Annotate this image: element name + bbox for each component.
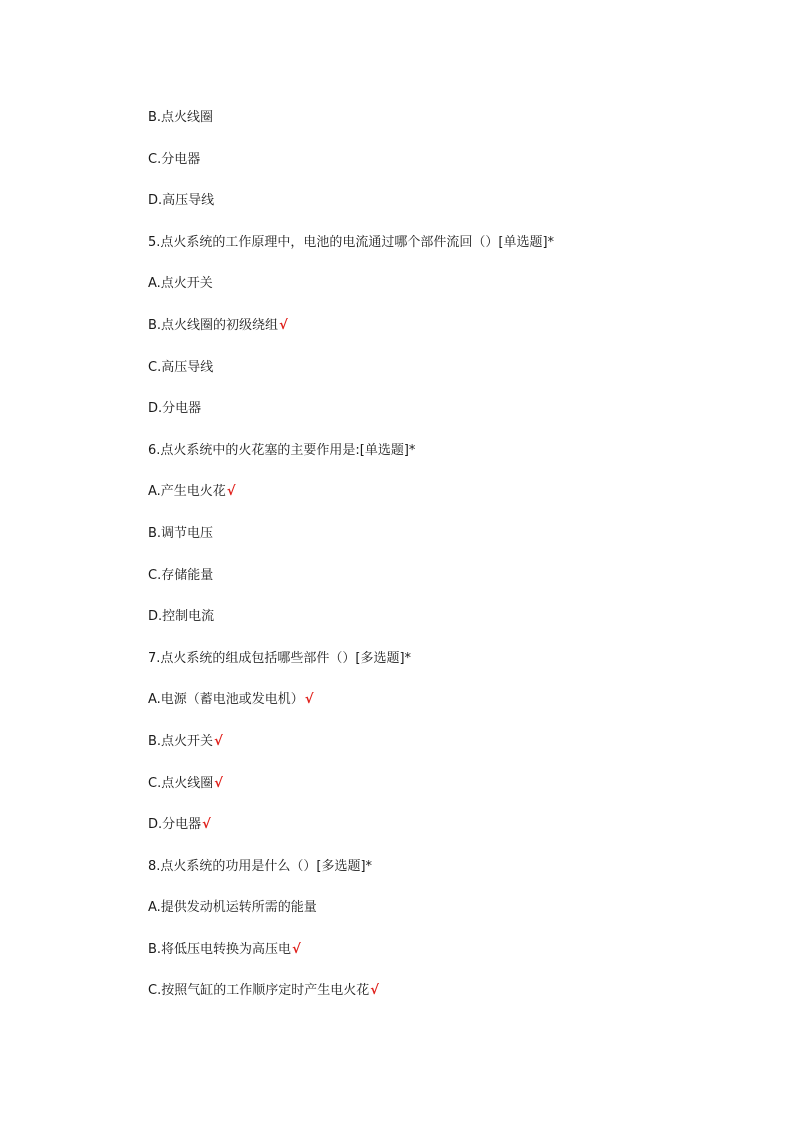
answer-option xyxy=(148,774,748,816)
correct-check-icon: √ xyxy=(292,941,301,957)
option-label: D.分电器 xyxy=(148,401,202,417)
option-label: B.点火线圈的初级绕组 xyxy=(148,317,279,333)
answer-option xyxy=(148,274,748,316)
correct-check-icon: √ xyxy=(279,317,288,333)
option-label: B.点火线圈 xyxy=(148,110,214,125)
answer-option xyxy=(148,399,748,441)
question-label: 8.点火系统的功用是什么（）[多选题]* xyxy=(148,858,373,874)
answer-option xyxy=(148,815,748,857)
answer-option xyxy=(148,316,748,358)
question-text xyxy=(148,857,748,899)
answer-option xyxy=(148,607,748,649)
correct-check-icon: √ xyxy=(370,983,379,999)
correct-check-icon: √ xyxy=(214,775,223,791)
answer-option xyxy=(148,358,748,400)
answer-option xyxy=(148,690,748,732)
answer-option xyxy=(148,566,748,608)
question-text xyxy=(148,649,748,691)
option-label: C.点火线圈 xyxy=(148,775,214,791)
correct-check-icon: √ xyxy=(226,484,236,500)
correct-check-icon: √ xyxy=(304,692,314,708)
option-label: A.电源（蓄电池或发电机） xyxy=(148,692,304,708)
option-label: D.分电器 xyxy=(148,817,202,833)
question-label: 5.点火系统的工作原理中，电池的电流通过哪个部件流回（）[单选题]* xyxy=(148,234,555,250)
question-text xyxy=(148,441,748,483)
option-label: D.控制电流 xyxy=(148,609,215,625)
answer-option xyxy=(148,191,748,233)
answer-option xyxy=(148,524,748,566)
option-label: B.调节电压 xyxy=(148,525,214,541)
option-label: A.提供发动机运转所需的能量 xyxy=(148,900,317,916)
answer-option xyxy=(148,482,748,524)
answer-option xyxy=(148,898,748,940)
answer-option xyxy=(148,108,748,150)
answer-option xyxy=(148,150,748,192)
correct-check-icon: √ xyxy=(214,733,223,749)
option-label: B.点火开关 xyxy=(148,733,214,749)
option-label: D.高压导线 xyxy=(148,193,215,209)
answer-option xyxy=(148,940,748,982)
option-label: C.分电器 xyxy=(148,151,201,167)
option-label: C.存储能量 xyxy=(148,567,214,583)
option-label: A.产生电火花 xyxy=(148,484,226,500)
question-label: 7.点火系统的组成包括哪些部件（）[多选题]* xyxy=(148,650,412,666)
correct-check-icon: √ xyxy=(202,817,211,833)
answer-option xyxy=(148,981,748,1023)
option-label: C.高压导线 xyxy=(148,359,214,375)
question-list xyxy=(148,108,748,1023)
option-label: B.将低压电转换为高压电 xyxy=(148,941,292,957)
option-label: A.点火开关 xyxy=(148,276,213,292)
answer-option xyxy=(148,732,748,774)
question-text xyxy=(148,233,748,275)
question-label: 6.点火系统中的火花塞的主要作用是:[单选题]* xyxy=(148,442,416,458)
option-label: C.按照气缸的工作顺序定时产生电火花 xyxy=(148,983,370,999)
